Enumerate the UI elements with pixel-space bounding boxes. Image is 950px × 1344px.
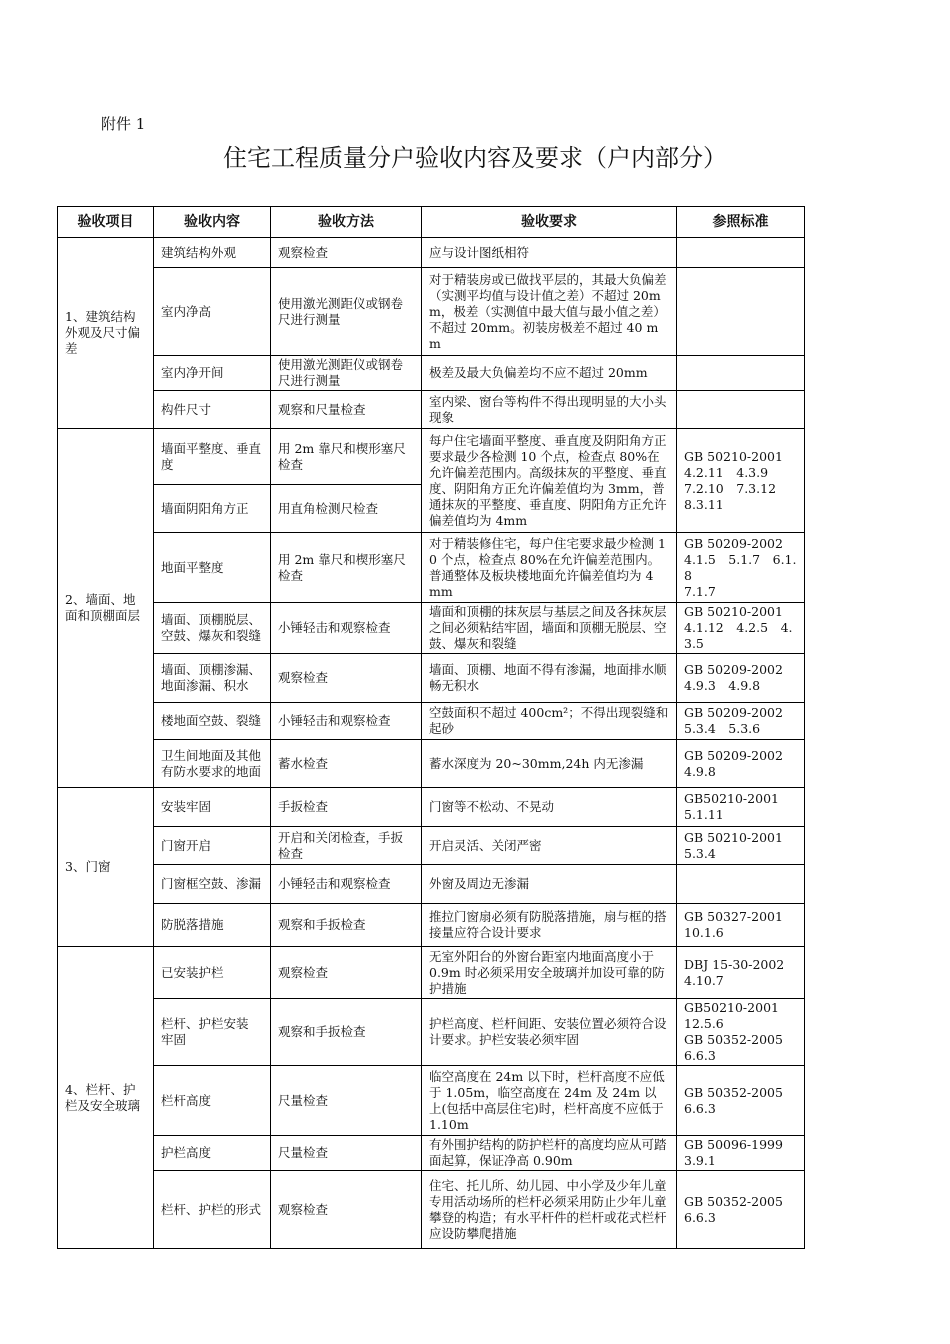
content-cell: 构件尺寸: [154, 391, 271, 429]
method-cell: 开启和关闭检查，手扳检查: [271, 827, 422, 865]
content-cell: 墙面平整度、垂直度: [154, 429, 271, 485]
requirement-cell: 每户住宅墙面平整度、垂直度及阴阳角方正要求最少各检测 10 个点，检查点 80%在允许偏差范围内。高级抹灰的平整度、垂直度、阴阳角方正允许偏差值均为 3mm，普通抹灰的平整度、垂直度、阴阳角方正允许偏差值均为 4mm: [422, 429, 677, 533]
standard-cell: GB50210-2001 5.1.11: [677, 788, 805, 827]
table-row: [58, 356, 805, 391]
requirement-cell: 墙面、顶棚、地面不得有渗漏，地面排水顺畅无积水: [422, 654, 677, 703]
header-requirement: 验收要求: [422, 207, 677, 238]
table-row: [58, 904, 805, 947]
content-cell: 防脱落措施: [154, 904, 271, 947]
content-cell: 楼地面空鼓、裂缝: [154, 703, 271, 740]
method-cell: 蓄水检查: [271, 740, 422, 788]
standard-cell: GB 50352-2005 6.6.3: [677, 1171, 805, 1249]
table-row: [58, 391, 805, 429]
requirement-cell: 有外围护结构的防护栏杆的高度均应从可踏面起算，保证净高 0.90m: [422, 1136, 677, 1171]
table-row: [58, 947, 805, 999]
method-cell: 小锤轻击和观察检查: [271, 865, 422, 904]
document-title: 住宅工程质量分户验收内容及要求（户内部分）: [223, 144, 727, 172]
method-cell: 尺量检查: [271, 1066, 422, 1136]
table-row: [58, 740, 805, 788]
content-cell: 门窗框空鼓、渗漏: [154, 865, 271, 904]
method-cell: 小锤轻击和观察检查: [271, 603, 422, 654]
header-item: 验收项目: [58, 207, 154, 238]
content-cell: 安装牢固: [154, 788, 271, 827]
content-cell: 墙面、顶棚渗漏、地面渗漏、积水: [154, 654, 271, 703]
standard-cell: GB 50209-2002 4.1.5 5.1.7 6.1.8 7.1.7: [677, 533, 805, 603]
table-row: [58, 1136, 805, 1171]
method-cell: 观察和手扳检查: [271, 999, 422, 1066]
requirement-cell: 室内梁、窗台等构件不得出现明显的大小头现象: [422, 391, 677, 429]
table-row: [58, 654, 805, 703]
table-row: [58, 788, 805, 827]
table-row: [58, 703, 805, 740]
method-cell: 使用激光测距仪或钢卷尺进行测量: [271, 356, 422, 391]
table-row: [58, 865, 805, 904]
requirement-cell: 护栏高度、栏杆间距、安装位置必须符合设计要求。护栏安装必须牢固: [422, 999, 677, 1066]
table-header-row: [58, 207, 805, 238]
content-cell: 墙面、顶棚脱层、空鼓、爆灰和裂缝: [154, 603, 271, 654]
content-cell: 栏杆、护栏安装 牢固: [154, 999, 271, 1066]
category-cell: 3、门窗: [58, 788, 154, 947]
standard-cell: [677, 238, 805, 268]
standard-cell: GB 50209-2002 4.9.3 4.9.8: [677, 654, 805, 703]
content-cell: 室内净高: [154, 268, 271, 356]
standard-cell: DBJ 15-30-2002 4.10.7: [677, 947, 805, 999]
table-row: [58, 827, 805, 865]
method-cell: 手扳检查: [271, 788, 422, 827]
content-cell: 护栏高度: [154, 1136, 271, 1171]
content-cell: 门窗开启: [154, 827, 271, 865]
content-cell: 卫生间地面及其他有防水要求的地面: [154, 740, 271, 788]
requirement-cell: 临空高度在 24m 以下时，栏杆高度不应低于 1.05m，临空高度在 24m 及 24m 以上(包括中高层住宅)时，栏杆高度不应低于 1.10m: [422, 1066, 677, 1136]
requirement-cell: 应与设计图纸相符: [422, 238, 677, 268]
category-cell: 1、建筑结构外观及尺寸偏差: [58, 238, 154, 429]
method-cell: 观察和手扳检查: [271, 904, 422, 947]
standard-cell: GB 50210-2001 4.1.12 4.2.5 4.3.5: [677, 603, 805, 654]
table-row: [58, 533, 805, 603]
requirement-cell: 无室外阳台的外窗台距室内地面高度小于 0.9m 时必须采用安全玻璃并加设可靠的防护措施: [422, 947, 677, 999]
content-cell: 已安装护栏: [154, 947, 271, 999]
method-cell: 观察和尺量检查: [271, 391, 422, 429]
requirement-cell: 对于精装修住宅，每户住宅要求最少检测 10 个点，检查点 80%在允许偏差范围内。普通整体及板块楼地面允许偏差值均为 4 mm: [422, 533, 677, 603]
standard-cell: GB 50210-2001 5.3.4: [677, 827, 805, 865]
method-cell: 用 2m 靠尺和楔形塞尺检查: [271, 533, 422, 603]
content-cell: 建筑结构外观: [154, 238, 271, 268]
standard-cell: GB 50209-2002 5.3.4 5.3.6: [677, 703, 805, 740]
method-cell: 观察检查: [271, 1171, 422, 1249]
method-cell: 用直角检测尺检查: [271, 485, 422, 533]
header-content: 验收内容: [154, 207, 271, 238]
content-cell: 室内净开间: [154, 356, 271, 391]
table-row: [58, 1066, 805, 1136]
method-cell: 使用激光测距仪或钢卷尺进行测量: [271, 268, 422, 356]
standard-cell: [677, 391, 805, 429]
method-cell: 用 2m 靠尺和楔形塞尺检查: [271, 429, 422, 485]
requirement-cell: 住宅、托儿所、幼儿园、中小学及少年儿童专用活动场所的栏杆必须采用防止少年儿童攀登的构造；有水平杆件的栏杆或花式栏杆应设防攀爬措施: [422, 1171, 677, 1249]
requirement-cell: 外窗及周边无渗漏: [422, 865, 677, 904]
requirement-cell: 极差及最大负偏差均不应不超过 20mm: [422, 356, 677, 391]
requirement-cell: 墙面和顶棚的抹灰层与基层之间及各抹灰层之间必须粘结牢固，墙面和顶棚无脱层、空鼓、爆灰和裂缝: [422, 603, 677, 654]
acceptance-table: [57, 206, 805, 1249]
category-cell: 2、墙面、地面和顶棚面层: [58, 429, 154, 788]
method-cell: 尺量检查: [271, 1136, 422, 1171]
category-cell: 4、栏杆、护栏及安全玻璃: [58, 947, 154, 1249]
content-cell: 栏杆高度: [154, 1066, 271, 1136]
header-method: 验收方法: [271, 207, 422, 238]
requirement-cell: 蓄水深度为 20~30mm,24h 内无渗漏: [422, 740, 677, 788]
attachment-label: 附件 1: [101, 115, 146, 133]
header-standard: 参照标准: [677, 207, 805, 238]
method-cell: 观察检查: [271, 238, 422, 268]
table-row: [58, 429, 805, 485]
requirement-cell: 开启灵活、关闭严密: [422, 827, 677, 865]
requirement-cell: 空鼓面积不超过 400cm²；不得出现裂缝和起砂: [422, 703, 677, 740]
table-row: [58, 268, 805, 356]
method-cell: 观察检查: [271, 947, 422, 999]
content-cell: 墙面阴阳角方正: [154, 485, 271, 533]
method-cell: 小锤轻击和观察检查: [271, 703, 422, 740]
content-cell: 地面平整度: [154, 533, 271, 603]
standard-cell: [677, 356, 805, 391]
standard-cell: GB 50209-2002 4.9.8: [677, 740, 805, 788]
standard-cell: [677, 865, 805, 904]
standard-cell: GB 50352-2005 6.6.3: [677, 1066, 805, 1136]
content-cell: 栏杆、护栏的形式: [154, 1171, 271, 1249]
table-row: [58, 1171, 805, 1249]
requirement-cell: 推拉门窗扇必须有防脱落措施，扇与框的搭接量应符合设计要求: [422, 904, 677, 947]
table-row: [58, 603, 805, 654]
standard-cell: GB 50327-2001 10.1.6: [677, 904, 805, 947]
standard-cell: GB 50096-1999 3.9.1: [677, 1136, 805, 1171]
standard-cell: GB 50210-2001 4.2.11 4.3.9 7.2.10 7.3.12 8.3.11: [677, 429, 805, 533]
standard-cell: GB50210-2001 12.5.6 GB 50352-2005 6.6.3: [677, 999, 805, 1066]
method-cell: 观察检查: [271, 654, 422, 703]
requirement-cell: 门窗等不松动、不晃动: [422, 788, 677, 827]
table-row: [58, 238, 805, 268]
standard-cell: [677, 268, 805, 356]
table-row: [58, 999, 805, 1066]
requirement-cell: 对于精装房或已做找平层的，其最大负偏差（实测平均值与设计值之差）不超过 20mm，极差（实测值中最大值与最小值之差）不超过 20mm。初装房极差不超过 40 mm: [422, 268, 677, 356]
